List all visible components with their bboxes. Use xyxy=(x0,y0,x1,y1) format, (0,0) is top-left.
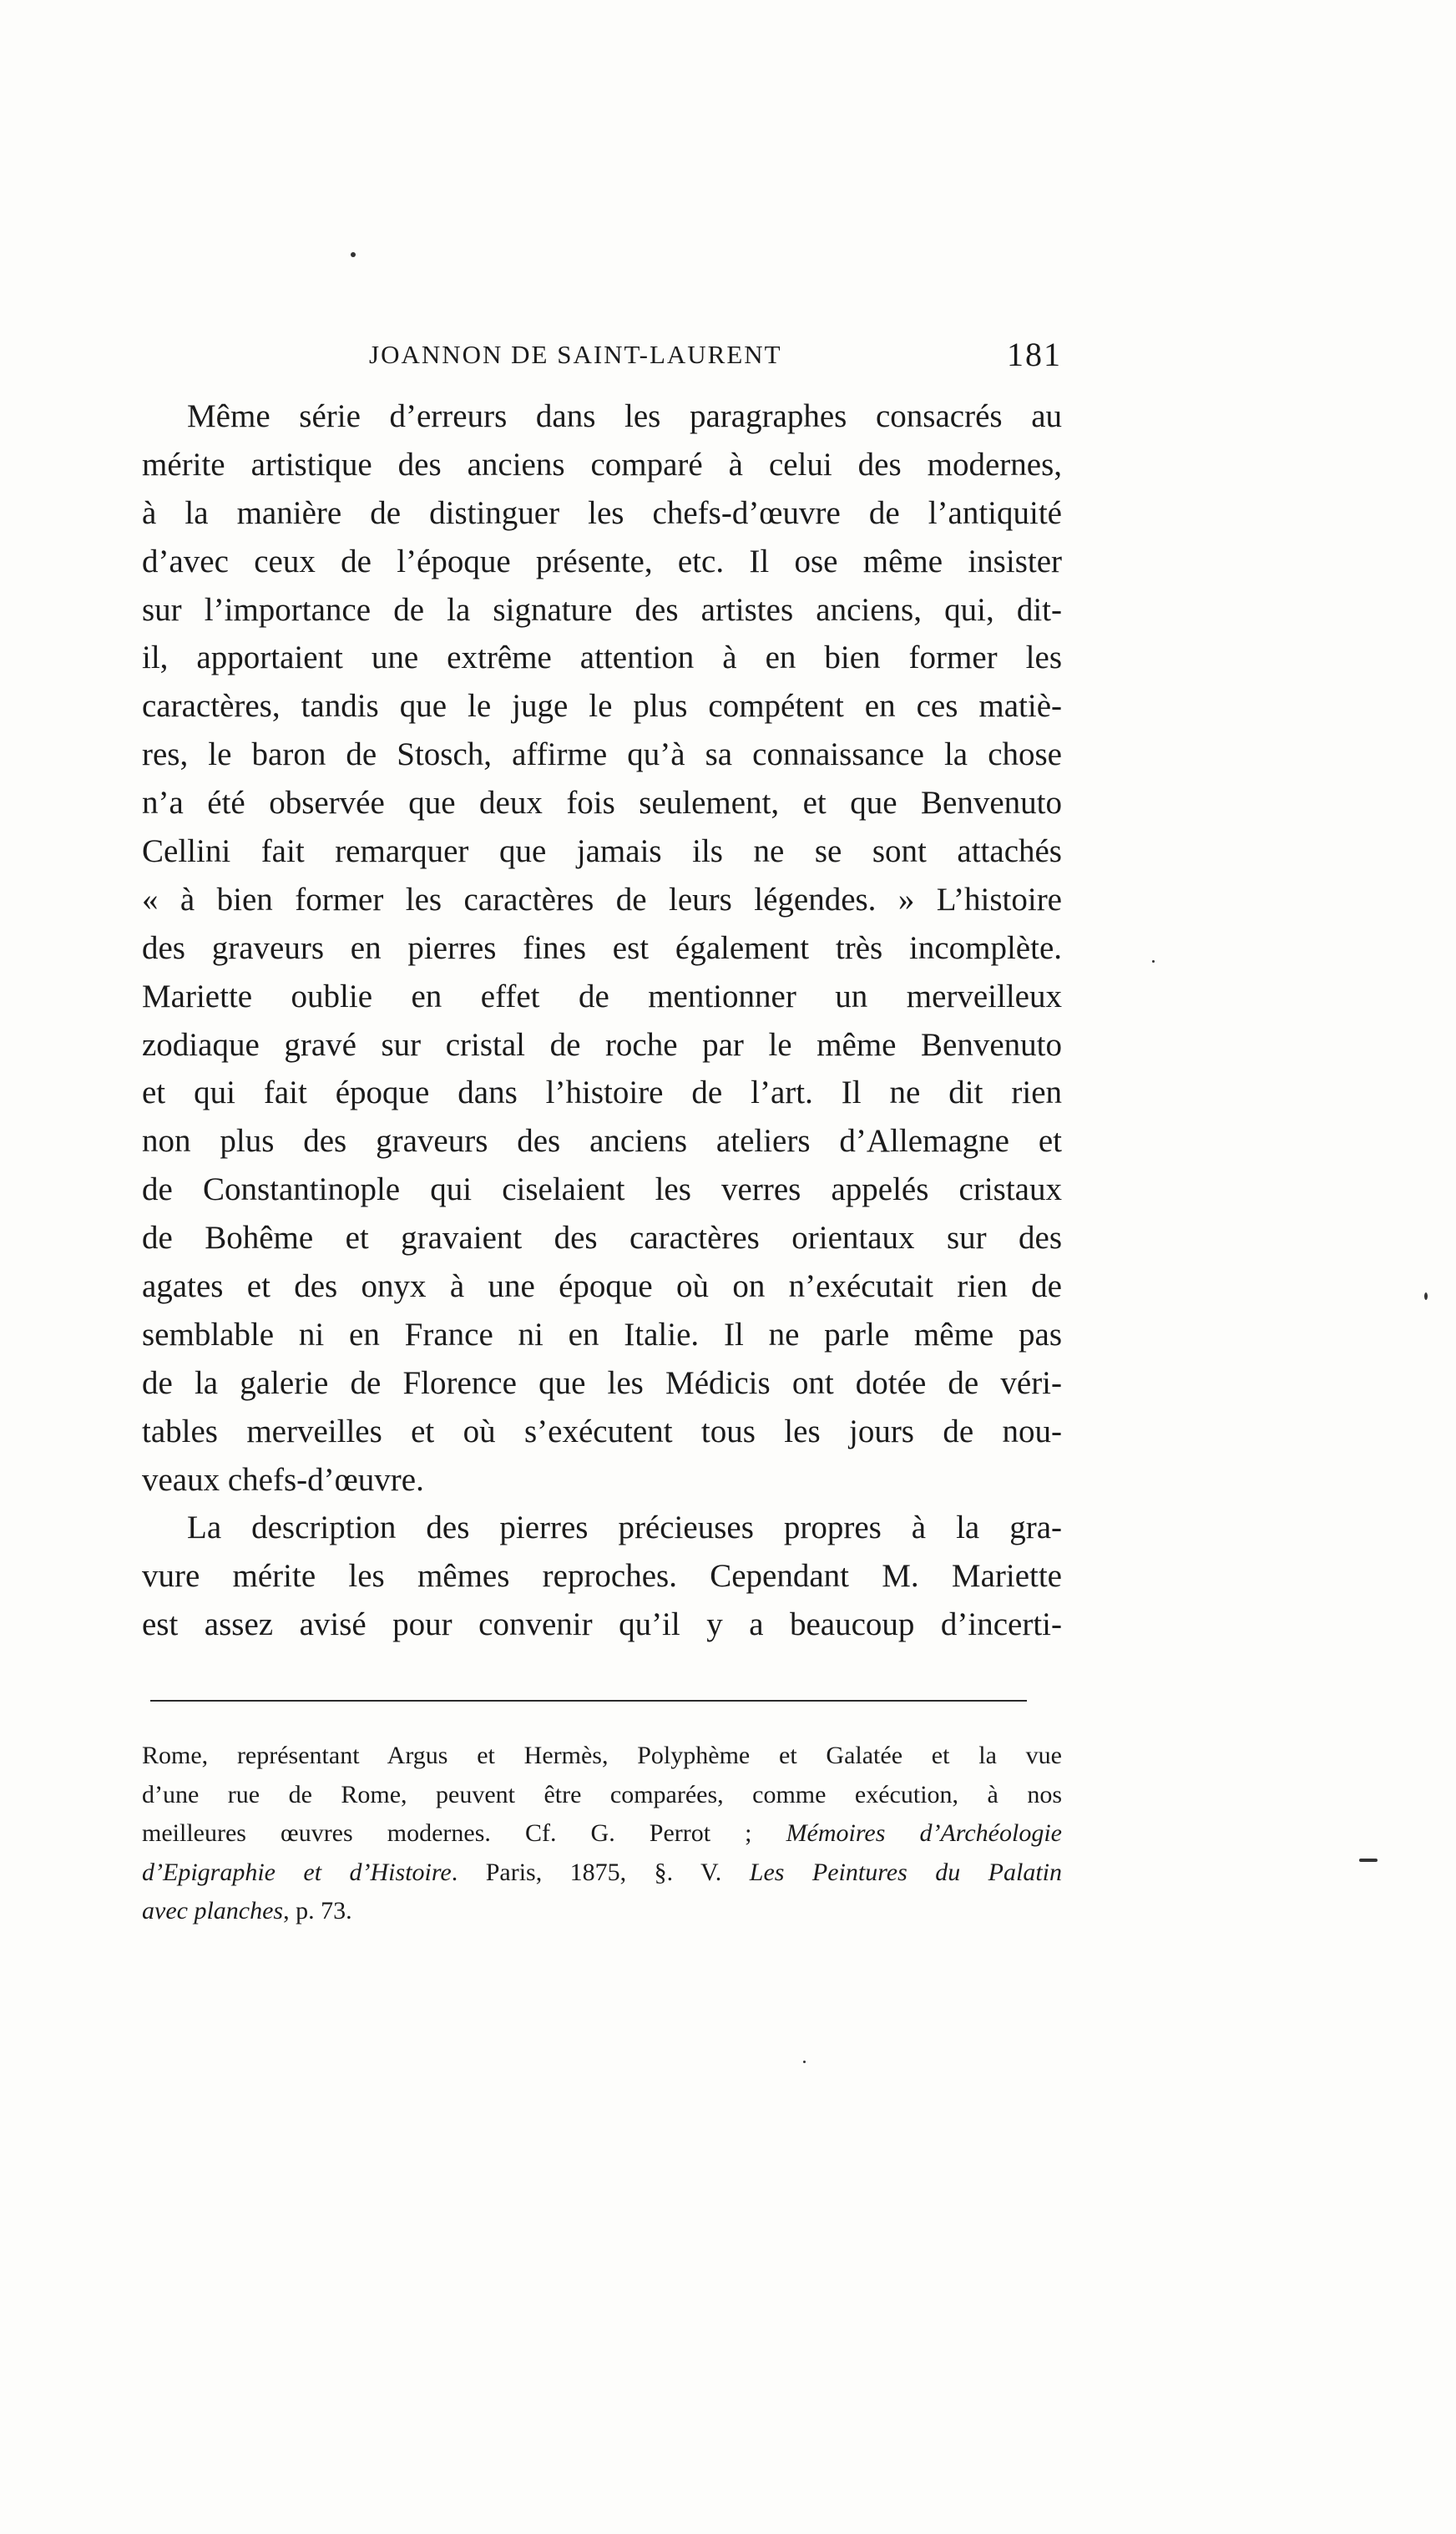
text-line: des graveurs en pierres fines est également très incomplète. xyxy=(142,929,1062,966)
scan-speck xyxy=(803,2061,806,2063)
text-line: semblable ni en France ni en Italie. Il ne parle même pas xyxy=(142,1316,1062,1353)
text-line: non plus des graveurs des anciens ateliers d’Allemagne et xyxy=(142,1123,1062,1160)
text-line: veaux chefs-d’œuvre. xyxy=(142,1461,424,1498)
scan-speck xyxy=(1424,1292,1428,1300)
text-line: Même série d’erreurs dans les paragraphes consacrés au xyxy=(187,398,1062,434)
page-header xyxy=(142,330,1062,380)
footnote-line: Rome, représentant Argus et Hermès, Polyphème et Galatée et la vue xyxy=(142,1742,1062,1769)
footnote-text: meilleures œuvres modernes. Cf. G. Perrot ; xyxy=(142,1819,786,1847)
text-line: Cellini fait remarquer que jamais ils ne se sont attachés xyxy=(142,833,1062,870)
footnote-line xyxy=(142,1814,1062,1854)
footnote-title: d’Epigraphie et d’Histoire xyxy=(142,1858,452,1886)
text-line: et qui fait époque dans l’histoire de l’art. Il ne dit rien xyxy=(142,1075,1062,1111)
text-line: res, le baron de Stosch, affirme qu’à sa connaissance la chose xyxy=(142,736,1062,773)
text-line: mérite artistique des anciens comparé à celui des modernes, xyxy=(142,446,1062,483)
text-line: zodiaque gravé sur cristal de roche par le même Benvenuto xyxy=(142,1026,1062,1063)
text-line: est assez avisé pour convenir qu’il y a beaucoup d’incerti- xyxy=(142,1606,1062,1643)
page-number: 181 xyxy=(1007,336,1062,373)
running-title: JOANNON DE SAINT-LAURENT xyxy=(369,340,782,369)
text-line: tables merveilles et où s’exécutent tous les jours de nou- xyxy=(142,1413,1062,1449)
text-line: agates et des onyx à une époque où on n’exécutait rien de xyxy=(142,1268,1062,1305)
footnote-text: , p. 73. xyxy=(283,1897,352,1925)
text-line: caractères, tandis que le juge le plus compétent en ces matiè- xyxy=(142,688,1062,725)
text-line: La description des pierres précieuses propres à la gra- xyxy=(187,1510,1062,1546)
text-line: d’avec ceux de l’époque présente, etc. Il ose même insister xyxy=(142,543,1062,579)
footnote-title: Mémoires d’Archéologie xyxy=(786,1819,1062,1847)
scan-speck xyxy=(351,252,356,257)
scan-speck xyxy=(1359,1859,1378,1862)
text-line: Mariette oublie en effet de mentionner un merveilleux xyxy=(142,978,1062,1014)
footnote-line xyxy=(142,1892,1062,1931)
text-line: de Constantinople qui ciselaient les verres appelés cristaux xyxy=(142,1171,1062,1208)
footnote xyxy=(142,1737,1062,1931)
text-line: « à bien former les caractères de leurs légendes. » L’histoire xyxy=(142,881,1062,918)
footnote-title: Les Peintures du Palatin xyxy=(749,1858,1062,1886)
text-line: n’a été observée que deux fois seulement, et que Benvenuto xyxy=(142,785,1062,822)
footnote-separator xyxy=(150,1700,1027,1702)
text-line: vure mérite les mêmes reproches. Cependant M. Mariette xyxy=(142,1558,1062,1595)
text-line: sur l’importance de la signature des artistes anciens, qui, dit- xyxy=(142,591,1062,628)
scan-speck xyxy=(1152,960,1155,963)
footnote-line xyxy=(142,1854,1062,1893)
footnote-text: . Paris, 1875, §. V. xyxy=(451,1858,750,1886)
footnote-title: avec planches xyxy=(142,1897,284,1925)
text-line: de Bohême et gravaient des caractères orientaux sur des xyxy=(142,1220,1062,1257)
main-text xyxy=(142,392,1062,1649)
text-line: il, apportaient une extrême attention à en bien former les xyxy=(142,640,1062,676)
footnote-line: d’une rue de Rome, peuvent être comparées, comme exécution, à nos xyxy=(142,1780,1062,1808)
text-line: de la galerie de Florence que les Médicis ont dotée de véri- xyxy=(142,1364,1062,1401)
text-line: à la manière de distinguer les chefs-d’œuvre de l’antiquité xyxy=(142,494,1062,531)
